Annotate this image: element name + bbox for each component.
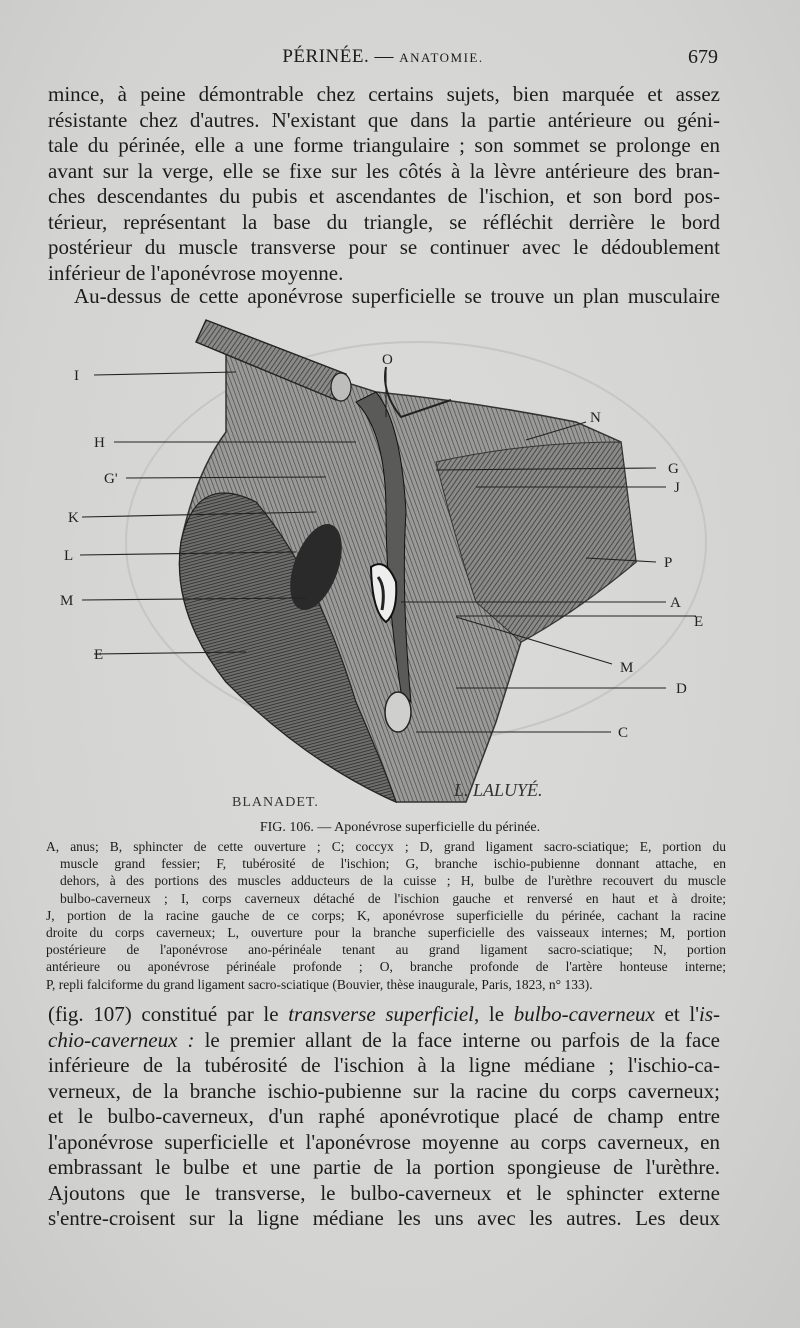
italic-term: transverse superficiel [288,1002,475,1026]
text-line: embrassant le bulbe et une partie de la portion spongieuse de l'urèthre. [48,1155,720,1179]
text-line: térieur, représentant la base du triangle, se réfléchit derrière le bord [48,209,720,234]
figure-engraving [56,312,716,812]
italic-term: chio-caverneux : [48,1027,195,1052]
text-line: ches descendantes du pubis et ascendantes de l'ischion, et son bord pos- [48,184,720,208]
caption-line: droite du corps caverneux; L, ouverture pour la branche superficielle des vaisseaux internes; M, portion [46,924,726,940]
caption-line: J, portion de la racine gauche de ce corps; K, aponévrose superficielle du périnée, cachant la racine [46,907,726,923]
text-line: postérieur du muscle transverse pour se continuer avec le dédoublement [48,235,720,259]
paragraph-3 [48,1002,720,1232]
figure-label-A: A [670,595,681,611]
caption-line: A, anus; B, sphincter de cette ouverture ; C; coccyx ; D, grand ligament sacro-sciatique; E, portion du [46,839,726,854]
figure-label-E-right: E [694,614,704,630]
text-line: mince, à peine démontrable chez certains sujets, bien marquée et assez [48,82,720,106]
figure-label-O: O [382,352,393,368]
running-header [48,46,718,72]
text-run: le premier allant de la face interne ou parfois de la face [194,1027,721,1052]
figure-label-I: I [74,368,79,384]
text-line: et le bulbo-caverneux, d'un raphé aponévrotique placé de champ entre [48,1104,720,1128]
figure-label-M-right: M [620,660,634,676]
caption-line: bulbo-caverneux ; I, corps caverneux détaché de l'ischion gauche et renversé en haut et à droite; [60,890,726,906]
figure-label-N: N [590,410,601,426]
page-number: 679 [688,46,718,68]
figure-label-J: J [674,480,680,496]
text-line: Ajoutons que le transverse, le bulbo-caverneux et le sphincter externe [48,1180,720,1205]
text-line: l'aponévrose superficielle et l'aponévrose moyenne au corps caverneux, en [48,1129,720,1154]
text-line [48,1028,720,1054]
figure-label-M: M [60,593,74,609]
figure-label-K: K [68,510,79,526]
text-line: Au-dessus de cette aponévrose superficielle se trouve un plan musculaire [74,284,720,308]
text-line: résistante chez d'autres. N'existant que dans la partie antérieure ou géni- [48,107,720,132]
figure-caption-body [46,838,726,993]
caption-line: dehors, à des portions des muscles adducteurs de la cuisse ; H, bulbe de l'urèthre recouvert du muscle [60,873,726,889]
caption-line: postérieure de l'aponévrose ano-périnéale tenant au grand ligament sacro-sciatique; N, portion [46,942,726,958]
running-title-dash: — [369,46,400,67]
anatomical-figure [56,312,716,812]
figure-label-C: C [618,725,629,741]
text-line: inférieur de l'aponévrose moyenne. [48,260,344,285]
text-line: inférieure de la tubérosité de l'ischion à la ligne médiane ; l'ischio-ca- [48,1053,720,1077]
text-run: , le [474,1002,514,1026]
figure-label-P: P [664,555,673,571]
caption-line: P, repli falciforme du grand ligament sacro-sciatique (Bouvier, thèse inaugurale, Paris, 1823, n° 133). [46,976,593,992]
running-title-sub: ANATOMIE. [399,50,484,65]
engraver-signature: BLANADET. [232,795,319,810]
text-run: et l' [654,1002,699,1026]
paragraph-1 [48,82,720,286]
figure-caption-title: FIG. 106. — Aponévrose superficielle du périnée. [259,820,541,835]
text-line: verneux, de la branche ischio-pubienne sur la racine du corps caverneux; [48,1078,720,1103]
text-line [48,1002,720,1028]
text-line: avant sur la verge, elle se fixe sur les côtés à la lèvre antérieure des bran- [48,158,720,183]
figure-label-D: D [676,681,687,697]
italic-term: bulbo-caverneux [513,1002,655,1026]
text-run: (fig. 107) constitué par le [48,1002,289,1026]
figure-label-H: H [94,435,105,451]
text-line: tale du périnée, elle a une forme triangulaire ; son sommet se prolonge en [48,133,720,157]
figure-label-G: G [668,461,679,477]
paragraph-2 [48,284,720,310]
running-title-main: PÉRINÉE. [282,46,370,67]
figure-label-L: L [64,548,74,564]
artist-signature: L. LALUYÉ. [454,780,543,800]
text-line: s'entre-croisent sur la ligne médiane les uns avec les autres. Les deux [48,1206,720,1230]
running-title [48,46,718,68]
italic-term: is- [699,1002,720,1026]
figure-label-E: E [94,647,104,663]
figure-label-G-prime: G' [104,471,118,487]
caption-line: antérieure ou aponévrose périnéale profonde ; O, branche profonde de l'artère honteuse interne; [46,959,726,975]
caption-line: muscle grand fessier; F, tubérosité de l'ischion; G, branche ischio-pubienne donnant attache, en [60,856,726,872]
